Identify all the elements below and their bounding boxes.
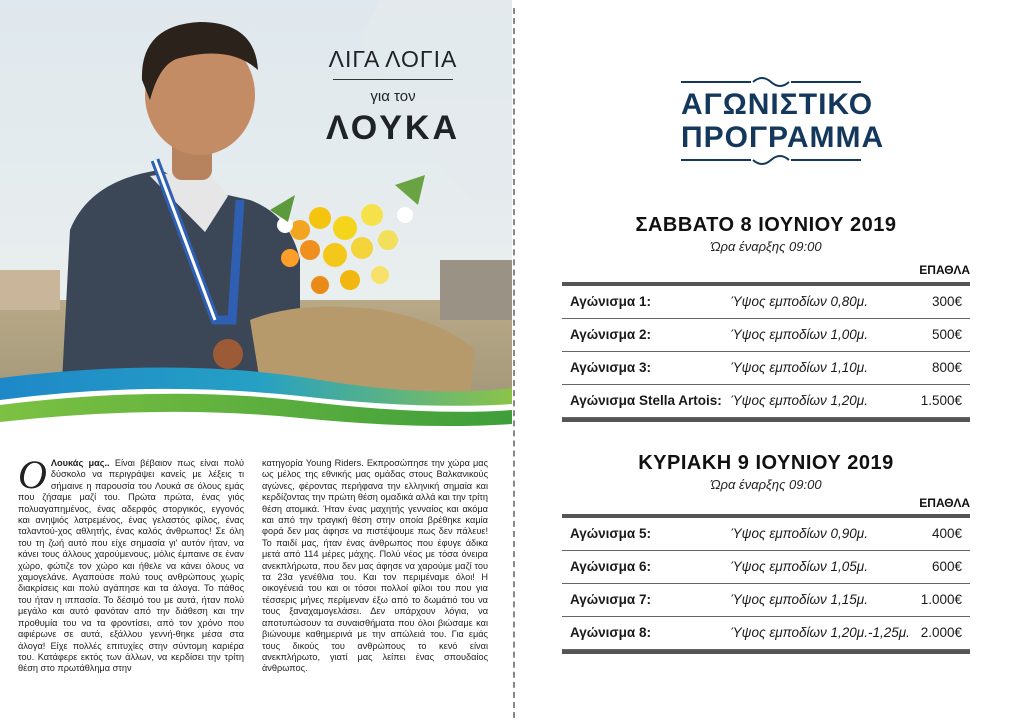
- obstacle-height: Ύψος εμποδίων 1,15μ.: [730, 592, 868, 607]
- day-1-title: ΣΑΒΒΑΤΟ 8 ΙΟΥΝΙΟΥ 2019: [635, 214, 897, 236]
- day-1-prize-header: ΕΠΑΘΛΑ: [919, 263, 970, 277]
- event-name: Αγώνισμα 1:: [570, 294, 651, 309]
- prize-amount: 600€: [931, 559, 962, 574]
- article-lead: Λουκάς μας..: [50, 458, 110, 468]
- day-2-prize-header: ΕΠΑΘΛΑ: [919, 496, 970, 510]
- obstacle-height: Ύψος εμποδίων 1,00μ.: [730, 327, 868, 342]
- day-1-start-time: Ώρα έναρξης 09:00: [710, 239, 822, 254]
- event-name: Αγώνισμα 6:: [570, 559, 651, 574]
- table-row: [562, 518, 970, 551]
- day-2-table: [562, 514, 970, 654]
- day-1-header: [562, 214, 970, 254]
- dropcap: Ο: [18, 452, 47, 497]
- headline-line2: για τον: [370, 88, 416, 105]
- table-row: [562, 319, 970, 352]
- day-2-title: ΚΥΡΙΑΚΗ 9 ΙΟΥΝΙΟΥ 2019: [638, 452, 894, 474]
- program-title-line2: ΠΡΟΓΡΑΜΜΑ: [681, 121, 885, 154]
- article-text-1: Είναι βέβαιον πως είναι πολύ δύσκολο να περιγράψει κανείς με λέξεις τι σήμαινε η παρουσία του Λουκά σε όλους εμάς που ζήσαμε μαζί του. Πρώτα πρώτα, ένας γιός πολυαγαπημένος, ένας αδερφός στοργικός, εγγονός και ανηψιός λατρεμένος, ένας γελαστός φίλος, ένας ταλαντού-χος αθλητής, ένας καλός άνθρωπος! Σε όλη του τη ζωή αυτό που είχε σημασία γι' αυτόν ήταν, να κάνει τους άλλους χαρούμενους, μόλις έμπαινε σε έναν χώρο, φώτιζε τον χώρο και ήθελε να κάνει όλους να χαμογελάνε. Αγαπούσε πολύ τους ανθρώπους χωρίς διακρίσεις και πολύ αγάπησε και τα άλογα. Το πάθος του ήταν η ιππασία. Το δέσιμό του με αυτά, ήταν πολύ μεγάλο και αυτό φανόταν από την διάθεση και την προθυμία του να τα φροντίσει, από τον χρόνο που αφιέρωνε σε αυτά, εξάλλου γεννή-θηκε μέσα στα άλογα! Είχε πολλές επιτυχίες στην σύντομη καριέρα του. Κατάφερε εκτός των άλλων, να κερδίσει την τρίτη θέση στο πρωτάθλημα στην: [18, 458, 245, 674]
- obstacle-height: Ύψος εμποδίων 0,90μ.: [730, 526, 868, 541]
- page-fold-divider: [513, 8, 515, 718]
- table-row: [562, 352, 970, 385]
- ornament-top-icon: [681, 76, 861, 88]
- event-name: Αγώνισμα 2:: [570, 327, 651, 342]
- obstacle-height: Ύψος εμποδίων 0,80μ.: [730, 294, 868, 309]
- prize-amount: 2.000€: [920, 625, 962, 640]
- table-row: [562, 286, 970, 319]
- table-bottom-rule: [562, 418, 970, 422]
- obstacle-height: Ύψος εμποδίων 1,05μ.: [730, 559, 868, 574]
- day-2-start-time: Ώρα έναρξης 09:00: [710, 477, 822, 492]
- day-1-table: [562, 282, 970, 422]
- obstacle-height: Ύψος εμποδίων 1,20μ.: [730, 393, 868, 408]
- headline-rule: [333, 79, 453, 80]
- event-name: Αγώνισμα 5:: [570, 526, 651, 541]
- table-bottom-rule: [562, 650, 970, 654]
- table-row: [562, 584, 970, 617]
- prize-amount: 1.000€: [920, 592, 962, 607]
- table-row: [562, 617, 970, 650]
- table-row: [562, 385, 970, 418]
- day-2-header: [562, 452, 970, 492]
- prize-amount: 800€: [931, 360, 962, 375]
- article-column-2: κατηγορία Young Riders. Εκπροσώπησε την χώρα μας ως μέλος της εθνικής μας ομάδας στους Βαλκανικούς αγώνες, φέροντας περήφανα την ελληνική σημαία και κερδίζοντας την πρώτη θέση ομαδικά αλλά και την τρίτη θέση ατομικά. Ήταν ένας μαχητής γενναίος και ακόμα και από την τραγική θέση στην οποία βρέθηκε καμία φορά δεν μας άφησε να πιστέψουμε πως δεν πάλευε! Το παιδί μας, ήταν ένας άνθρωπος που έφυγε άδικα μετά από 114 μέρες μάχης. Πολύ νέος με τόσα όνειρα ανεκπλήρωτα, που δεν μας άφησε να χαρούμε μαζί του τα 23α γενέθλια του. Και τον περιμέναμε όλοι! Η οικογένειά του και οι τόσοι πολλοί φίλοι του που για τέσσερις μήνες περίμεναν έξω από το δωμάτιό του να τους ξαναχαμογελάσει. Δεν υπάρχουν λόγια, να αποτυπώσουν τα συναισθήματα που όλοι βιώσαμε και βιώνουμε καθημερινά με την απώλειά του. Για εμάς τους δικούς του ανθρώπους το κενό είναι ανεκπλήρωτο, γιατί μας λείπει ένας σπουδαίος άνθρωπος.: [262, 458, 488, 674]
- event-name: Αγώνισμα 3:: [570, 360, 651, 375]
- headline-line3: ΛΟΥΚΑ: [325, 109, 461, 147]
- obstacle-height: Ύψος εμποδίων 1,20μ.-1,25μ.: [730, 625, 910, 640]
- right-page: [516, 0, 1024, 724]
- article-column-1: [18, 452, 245, 675]
- event-name: Αγώνισμα 7:: [570, 592, 651, 607]
- event-name: Αγώνισμα 8:: [570, 625, 651, 640]
- obstacle-height: Ύψος εμποδίων 1,10μ.: [730, 360, 868, 375]
- prize-amount: 1.500€: [920, 393, 962, 408]
- prize-amount: 300€: [931, 294, 962, 309]
- headline-line1: ΛΙΓΑ ΛΟΓΙΑ: [328, 46, 458, 72]
- headline: [318, 46, 468, 148]
- prize-amount: 500€: [931, 327, 962, 342]
- program-title-line1: ΑΓΩΝΙΣΤΙΚΟ: [681, 88, 874, 121]
- event-name: Αγώνισμα Stella Artois:: [570, 393, 722, 408]
- program-banner: [681, 76, 885, 166]
- table-row: [562, 551, 970, 584]
- prize-amount: 400€: [931, 526, 962, 541]
- ornament-bottom-icon: [681, 154, 861, 166]
